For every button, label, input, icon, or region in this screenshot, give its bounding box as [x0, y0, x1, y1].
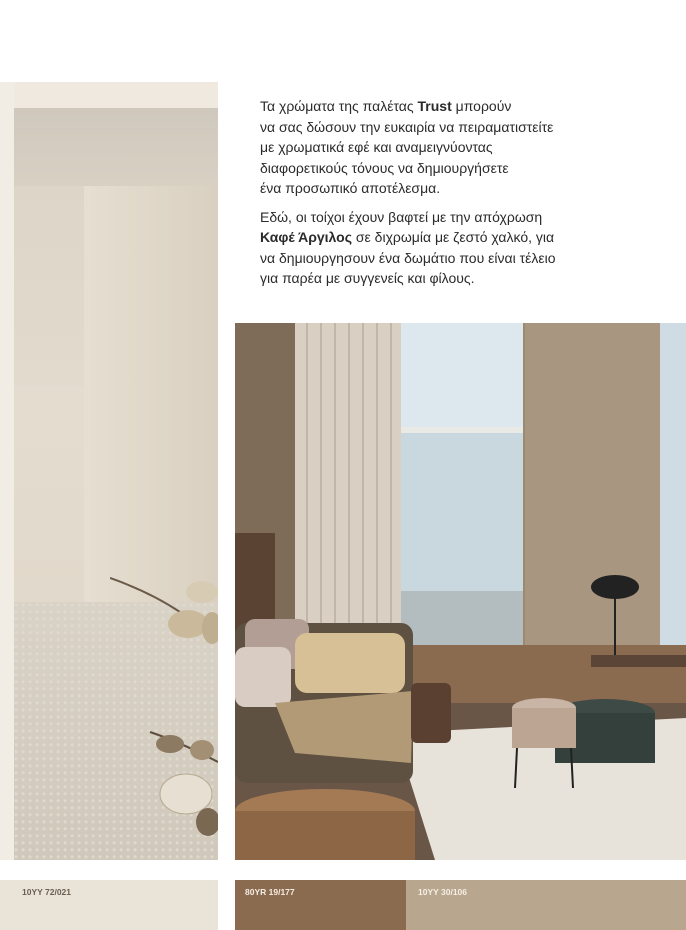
pouf-tan: [235, 811, 415, 860]
hallway-photo: [0, 82, 218, 860]
living-room-scene: [235, 323, 686, 860]
left-edge: [0, 82, 14, 860]
p1-text-end: μπορούν να σας δώσουν την ευκαιρία να πειραματιστείτε με χρωματικά εφέ και αναμειγνύοντας διαφορετικούς τόνους να δημιουργήσετε ένα προσωπικό αποτέλεσμα.: [260, 98, 554, 196]
intro-paragraph-1: [260, 96, 660, 199]
swatch-1: [0, 880, 218, 930]
swatch-2: [235, 880, 406, 930]
soffit: [14, 108, 218, 186]
ceiling: [0, 82, 218, 108]
intro-paragraph-2: [260, 207, 660, 289]
cushion-white: [235, 647, 291, 707]
p2-text-end: σε διχρωμία με ζεστό χαλκό, για να δημιουργησουν ένα δωμάτιο που είναι τέλειο για παρέα με συγγενείς και φίλους.: [260, 229, 556, 286]
dried-branch: [110, 572, 218, 852]
desk-lamp: [591, 575, 639, 599]
p1-text-start: Τα χρώματα της παλέτας: [260, 98, 418, 114]
living-room-photo: [235, 323, 686, 860]
stool-pink: [512, 708, 576, 748]
desk: [591, 655, 686, 667]
side-table: [411, 683, 451, 743]
cushion-tan: [295, 633, 405, 693]
throw-blanket: [275, 691, 413, 763]
wall-beam: [14, 186, 84, 386]
swatch-code-2: 80YR 19/177: [245, 887, 295, 897]
intro-text: [260, 96, 660, 297]
p2-text-start: Εδώ, οι τοίχοι έχουν βαφτεί με την απόχρωση: [260, 208, 543, 225]
palette-name: Trust: [417, 98, 452, 114]
swatch-code-1: 10YY 72/021: [22, 887, 71, 897]
swatch-code-3: 10YY 30/106: [418, 887, 467, 897]
color-name: Καφέ Άργιλος: [260, 229, 352, 245]
swatch-3: [406, 880, 686, 930]
window-right: [660, 323, 686, 645]
